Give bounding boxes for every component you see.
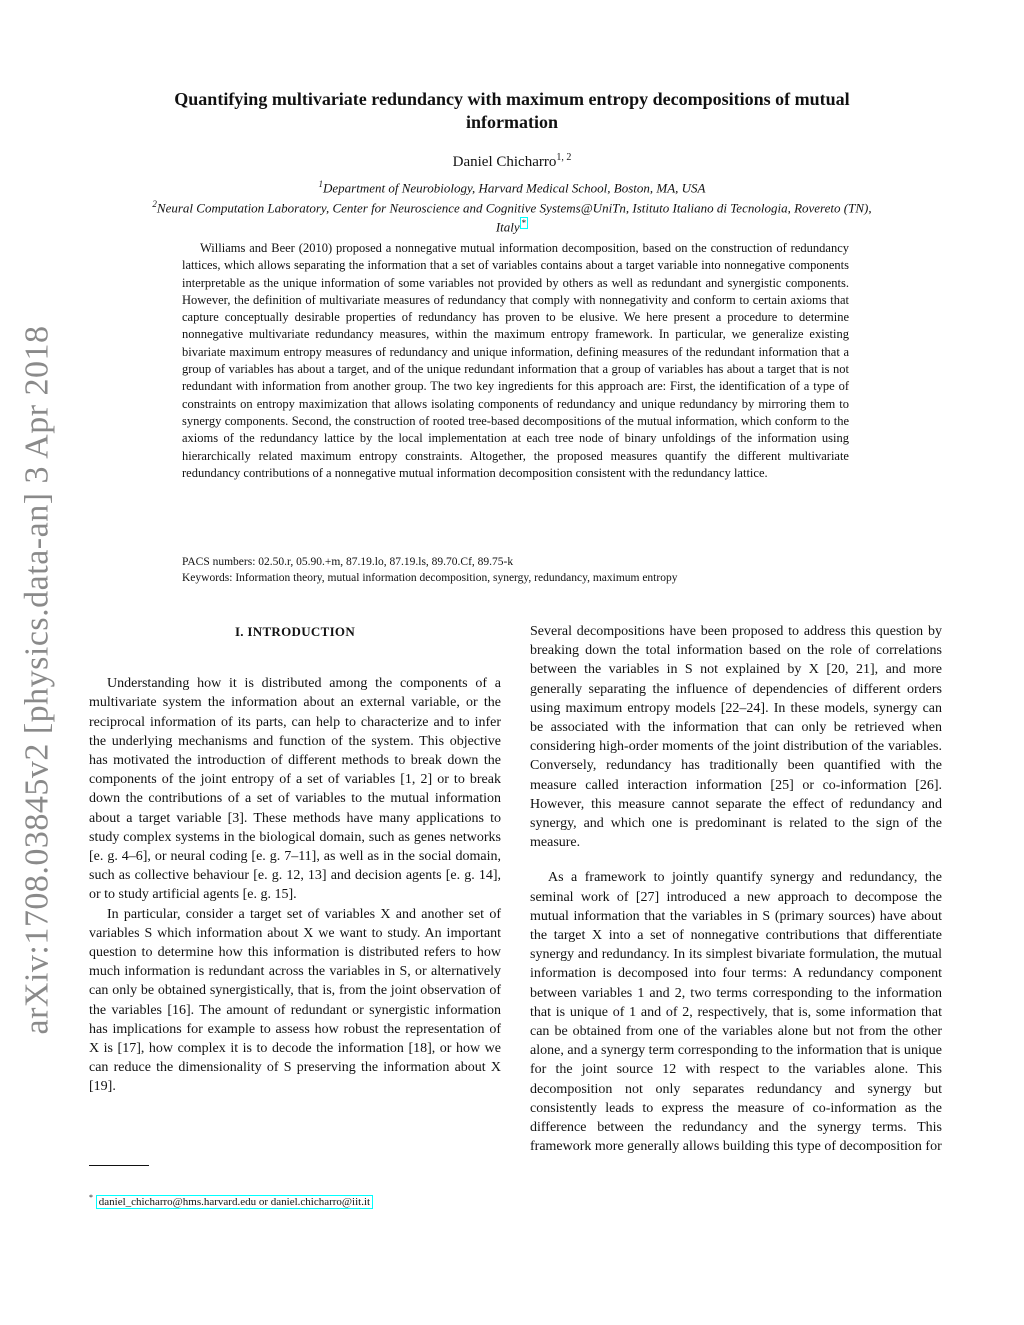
abstract: Williams and Beer (2010) proposed a nonnegative mutual information decomposition, based on the construction of redundancy lattices, which allows separating the information that a set of variables contains about a target variable into nonnegative components interpretable as the unique information of some variables not provided by others as well as redundant and synergistic components. However, the definition of multivariate measures of redundancy that comply with nonnegativity and conform to certain axioms that capture conceptually desirable properties of redundancy has proven to be elusive. We here present a procedure to determine nonnegative multivariate redundancy measures, within the maximum entropy framework. In particular, we generalize existing bivariate maximum entropy measures of redundancy and unique information, defining measures of the redundant information that a group of variables has about a target, and of the unique redundant information that a group of variables has about a target that is not redundant with information from another group. The two key ingredients for this approach are: First, the identification of a type of constraints on entropy maximization that allows isolating components of redundancy and unique redundancy by mirroring them to synergy components. Second, the construction of rooted tree-based decompositions of the mutual information, which conform to the axioms of the redundancy lattice by the local implementation at each tree node of binary unfoldings of the information using hierarchically related maximum entropy constraints. Altogether, the proposed measures quantify the different multivariate redundancy contributions of a nonnegative mutual information decomposition consistent with the redundancy lattice.: [182, 241, 849, 480]
author-line: [150, 152, 874, 171]
footnote: [89, 1193, 373, 1208]
intro-paragraph-2: In particular, consider a target set of variables X and another set of variables S which information about X we want to study. An important question to determine how this information is distributed refers to how much information is redundant across the variables in S, or alternatively can only be obtained synergistically, that is, from the joint observation of the variables [16]. The amount of redundant or synergistic information has implications for example to assess how robust the representation of X is [17], how complex it is to decode the information [18], or how we can reduce the dimensionality of S preserving the information about X [19].: [89, 906, 501, 1095]
keywords: Keywords: Information theory, mutual information decomposition, synergy, redundancy, maximum entropy: [182, 572, 678, 584]
affiliation-1: [150, 176, 874, 196]
intro-paragraph-3: Several decompositions have been proposed to address this question by breaking down the total information based on the role of correlations between the variables in S not explained by X [20, 21], and more generally separating the influence of dependencies of different orders using maximum entropy models [22–24]. In these models, synergy can be associated with the information that can only be retrieved when considering high-order moments of the joint distribution of the variables. Conversely, redundancy has traditionally been quantified with the measure called interaction information [25] or co-information [26]. However, this measure cannot separate the effect of redundancy and synergy, and which one is predominant is related to the sign of the measure.: [530, 624, 942, 851]
author-name: Daniel Chicharro: [452, 154, 557, 170]
footnote-divider: [89, 1165, 149, 1166]
affiliation-2: [150, 196, 874, 235]
right-column: [530, 622, 942, 1156]
affiliation-2-text: Neural Computation Laboratory, Center for Neuroscience and Cognitive Systems@UniTn, Istituto Italiano di Tecnologia, Rovereto (TN), Italy: [156, 200, 872, 234]
footnote-email-link[interactable]: daniel_chicharro@hms.harvard.edu or daniel.chicharro@iit.it: [96, 1195, 373, 1209]
left-column: [89, 622, 501, 1097]
section-heading-introduction: I. INTRODUCTION: [234, 624, 356, 639]
intro-paragraph-1: Understanding how it is distributed among the components of a multivariate system the information about an external variable, or the reciprocal information of its parts, can help to characterize and to infer the underlying mechanisms and function of the system. This objective has motivated the introduction of different methods to break down the components of the joint entropy of a set of variables [1, 2] or to break down the contributions of a set of variables to the mutual information about a target variable [3]. These methods have many applications to study complex systems in the biological domain, such as genes networks [e. g. 4–6], or neural coding [e. g. 7–11], as well as in the social domain, such as collective behaviour [e. g. 12, 13] and decision agents [e. g. 14], or to study artificial agents [e. g. 15].: [89, 676, 501, 903]
affiliation-2-mark: 2: [152, 199, 157, 210]
intro-paragraph-4: As a framework to jointly quantify synergy and redundancy, the seminal work of [27] introduced a new approach to decompose the mutual information that the variables in S (primary sources) have about the target X into a set of nonnegative contributions that differentiate synergy and redundancy. In its simplest bivariate formulation, the mutual information is decomposed into four terms: A redundancy component between variables 1 and 2, two terms corresponding to the information that is unique of 1 and of 2, respectively, that is, some information that can be obtained from one of the variables alone but not from the other alone, and a synergy term corresponding to the information that is unique for the joint source 12 with respect to the variables alone. This decomposition not only separates redundancy and synergy but consistently leads to express the measure of co-information as the difference between the redundancy and the synergy terms. This framework more generally allows building this type of decomposition for: [530, 870, 942, 1155]
affiliations: [150, 176, 874, 235]
arxiv-identifier-stamp: [14, 320, 62, 1040]
paper-title: Quantifying multivariate redundancy with maximum entropy decompositions of mutual information: [174, 89, 850, 132]
affiliation-1-text: Department of Neurobiology, Harvard Medical School, Boston, MA, USA: [323, 180, 706, 196]
footnote-marker: *: [89, 1193, 93, 1202]
pacs-numbers: PACS numbers: 02.50.r, 05.90.+m, 87.19.lo, 87.19.ls, 89.70.Cf, 89.75-k: [182, 556, 514, 568]
footnote-link[interactable]: *: [521, 217, 527, 228]
affiliation-1-mark: 1: [318, 179, 323, 189]
author-affiliation-marks: 1, 2: [556, 152, 572, 163]
arxiv-identifier-text: arXiv:1708.03845v2 [physics.data-an] 3 Apr 2018: [19, 325, 57, 1035]
